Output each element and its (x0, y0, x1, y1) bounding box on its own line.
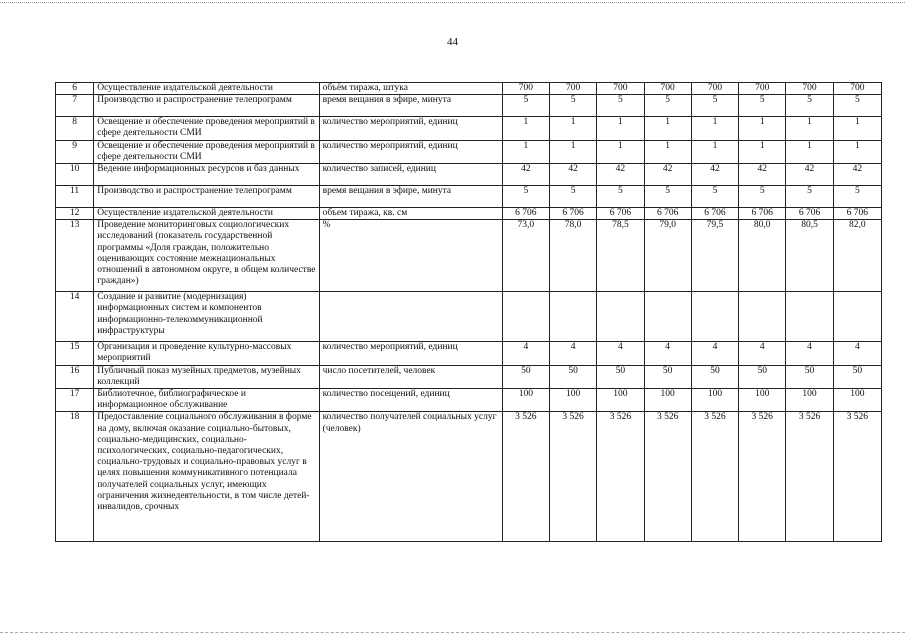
value-cell: 1 (833, 117, 881, 140)
row-number-cell: 12 (56, 208, 94, 220)
value-cell: 5 (691, 186, 738, 208)
value-cell: 100 (597, 389, 644, 412)
row-number-cell: 16 (56, 365, 94, 388)
value-cell: 700 (786, 83, 833, 95)
value-cell: 700 (502, 83, 549, 95)
value-cell (833, 292, 881, 342)
value-cell: 6 706 (739, 208, 786, 220)
table-row (56, 186, 882, 208)
value-cell: 42 (502, 164, 549, 186)
value-cell: 700 (833, 83, 881, 95)
service-name-cell: Осуществление издательской деятельности (94, 83, 319, 95)
value-cell: 6 706 (502, 208, 549, 220)
value-cell: 82,0 (833, 220, 881, 292)
value-cell: 1 (833, 140, 881, 163)
value-cell: 5 (644, 95, 691, 117)
value-cell: 50 (786, 365, 833, 388)
indicator-cell: количество записей, единиц (319, 164, 502, 186)
service-name-cell: Предоставление социального обслуживания в форме на дому, включая оказание социально-бытовых, социально-медицинских, социально-психологических, социально-педагогических, социально-трудовых и социально-правовых услуг в целях повышения коммуникативного потенциала получателей социальных услуг, имеющих ограничения жизнедеятельности, в том числе детей-инвалидов, срочных (94, 412, 319, 542)
value-cell: 1 (549, 140, 596, 163)
value-cell: 5 (739, 95, 786, 117)
value-cell: 3 526 (691, 412, 738, 542)
value-cell: 1 (739, 140, 786, 163)
value-cell: 6 706 (597, 208, 644, 220)
value-cell: 1 (786, 117, 833, 140)
value-cell: 1 (691, 140, 738, 163)
indicator-cell: объём тиража, штука (319, 83, 502, 95)
value-cell: 3 526 (739, 412, 786, 542)
service-name-cell: Ведение информационных ресурсов и баз данных (94, 164, 319, 186)
value-cell: 100 (502, 389, 549, 412)
value-cell: 3 526 (597, 412, 644, 542)
row-number-cell: 17 (56, 389, 94, 412)
value-cell (739, 292, 786, 342)
value-cell: 4 (549, 342, 596, 365)
indicator-cell: количество получателей социальных услуг (человек) (319, 412, 502, 542)
value-cell: 700 (691, 83, 738, 95)
row-number-cell: 10 (56, 164, 94, 186)
value-cell: 4 (502, 342, 549, 365)
value-cell: 4 (786, 342, 833, 365)
row-number-cell: 14 (56, 292, 94, 342)
row-number-cell: 15 (56, 342, 94, 365)
table-row (56, 365, 882, 388)
service-name-cell: Проведение мониторинговых социологических исследований (показатель государственной программы «Доля граждан, положительно оценивающих состояние межнациональных отношений в автономном округе, в общем количестве граждан») (94, 220, 319, 292)
value-cell: 4 (739, 342, 786, 365)
value-cell: 3 526 (502, 412, 549, 542)
indicator-cell: количество мероприятий, единиц (319, 140, 502, 163)
value-cell: 1 (644, 140, 691, 163)
indicator-cell (319, 292, 502, 342)
row-number-cell: 13 (56, 220, 94, 292)
service-name-cell: Производство и распространение телепрограмм (94, 95, 319, 117)
value-cell: 3 526 (549, 412, 596, 542)
value-cell: 1 (597, 140, 644, 163)
value-cell: 5 (786, 95, 833, 117)
indicator-cell: количество мероприятий, единиц (319, 342, 502, 365)
service-name-cell: Производство и распространение телепрограмм (94, 186, 319, 208)
value-cell: 1 (502, 140, 549, 163)
value-cell: 50 (549, 365, 596, 388)
row-number-cell: 6 (56, 83, 94, 95)
value-cell: 100 (644, 389, 691, 412)
value-cell: 6 706 (644, 208, 691, 220)
indicator-cell: время вещания в эфире, минута (319, 95, 502, 117)
value-cell: 42 (739, 164, 786, 186)
value-cell: 700 (597, 83, 644, 95)
table-row (56, 389, 882, 412)
indicator-cell: время вещания в эфире, минута (319, 186, 502, 208)
indicator-cell: объем тиража, кв. см (319, 208, 502, 220)
value-cell (691, 292, 738, 342)
page-number: 44 (447, 36, 458, 48)
value-cell: 50 (833, 365, 881, 388)
value-cell: 3 526 (786, 412, 833, 542)
value-cell: 78,0 (549, 220, 596, 292)
value-cell (644, 292, 691, 342)
scan-edge-bottom (0, 632, 905, 633)
value-cell: 50 (502, 365, 549, 388)
value-cell: 3 526 (644, 412, 691, 542)
table-row (56, 342, 882, 365)
value-cell: 5 (644, 186, 691, 208)
value-cell: 6 706 (549, 208, 596, 220)
row-number-cell: 8 (56, 117, 94, 140)
value-cell: 1 (502, 117, 549, 140)
value-cell: 42 (597, 164, 644, 186)
value-cell (502, 292, 549, 342)
value-cell: 50 (739, 365, 786, 388)
table-row (56, 140, 882, 163)
service-name-cell: Создание и развитие (модернизация) информационных систем и компонентов информационно-телекоммуникационной инфраструктуры (94, 292, 319, 342)
value-cell: 4 (833, 342, 881, 365)
value-cell: 80,0 (739, 220, 786, 292)
service-name-cell: Освещение и обеспечение проведения мероприятий в сфере деятельности СМИ (94, 140, 319, 163)
value-cell: 100 (549, 389, 596, 412)
value-cell (786, 292, 833, 342)
value-cell (549, 292, 596, 342)
value-cell: 700 (549, 83, 596, 95)
value-cell: 78,5 (597, 220, 644, 292)
value-cell: 1 (549, 117, 596, 140)
value-cell: 42 (691, 164, 738, 186)
value-cell: 5 (502, 95, 549, 117)
service-name-cell: Публичный показ музейных предметов, музейных коллекций (94, 365, 319, 388)
value-cell: 6 706 (691, 208, 738, 220)
indicator-cell: количество мероприятий, единиц (319, 117, 502, 140)
value-cell: 5 (691, 95, 738, 117)
value-cell: 50 (644, 365, 691, 388)
value-cell: 100 (691, 389, 738, 412)
table-row (56, 208, 882, 220)
service-name-cell: Организация и проведение культурно-массовых мероприятий (94, 342, 319, 365)
row-number-cell: 18 (56, 412, 94, 542)
table-row (56, 83, 882, 95)
table-row (56, 220, 882, 292)
value-cell: 79,0 (644, 220, 691, 292)
value-cell: 80,5 (786, 220, 833, 292)
value-cell: 4 (644, 342, 691, 365)
value-cell: 5 (549, 186, 596, 208)
value-cell: 42 (833, 164, 881, 186)
value-cell: 6 706 (786, 208, 833, 220)
value-cell: 100 (833, 389, 881, 412)
service-name-cell: Освещение и обеспечение проведения мероприятий в сфере деятельности СМИ (94, 117, 319, 140)
value-cell: 79,5 (691, 220, 738, 292)
value-cell: 5 (833, 95, 881, 117)
value-cell: 1 (644, 117, 691, 140)
table-row (56, 164, 882, 186)
value-cell: 700 (644, 83, 691, 95)
services-table (55, 82, 882, 542)
value-cell: 42 (786, 164, 833, 186)
table-row (56, 292, 882, 342)
value-cell: 5 (549, 95, 596, 117)
value-cell: 50 (691, 365, 738, 388)
row-number-cell: 9 (56, 140, 94, 163)
indicator-cell: количество посещений, единиц (319, 389, 502, 412)
service-name-cell: Библиотечное, библиографическое и информационное обслуживание (94, 389, 319, 412)
value-cell: 42 (644, 164, 691, 186)
value-cell: 5 (786, 186, 833, 208)
service-name-cell: Осуществление издательской деятельности (94, 208, 319, 220)
scan-edge-top (0, 2, 905, 3)
value-cell: 5 (739, 186, 786, 208)
value-cell: 5 (597, 186, 644, 208)
value-cell: 100 (786, 389, 833, 412)
indicator-cell: число посетителей, человек (319, 365, 502, 388)
value-cell: 1 (691, 117, 738, 140)
value-cell: 3 526 (833, 412, 881, 542)
value-cell: 5 (833, 186, 881, 208)
value-cell: 42 (549, 164, 596, 186)
table-row (56, 412, 882, 542)
value-cell: 5 (502, 186, 549, 208)
value-cell: 50 (597, 365, 644, 388)
table-row (56, 95, 882, 117)
value-cell: 6 706 (833, 208, 881, 220)
value-cell: 4 (597, 342, 644, 365)
value-cell (597, 292, 644, 342)
row-number-cell: 7 (56, 95, 94, 117)
indicator-cell: % (319, 220, 502, 292)
value-cell: 100 (739, 389, 786, 412)
value-cell: 1 (786, 140, 833, 163)
value-cell: 4 (691, 342, 738, 365)
row-number-cell: 11 (56, 186, 94, 208)
table-row (56, 117, 882, 140)
value-cell: 1 (597, 117, 644, 140)
value-cell: 5 (597, 95, 644, 117)
value-cell: 73,0 (502, 220, 549, 292)
value-cell: 1 (739, 117, 786, 140)
value-cell: 700 (739, 83, 786, 95)
